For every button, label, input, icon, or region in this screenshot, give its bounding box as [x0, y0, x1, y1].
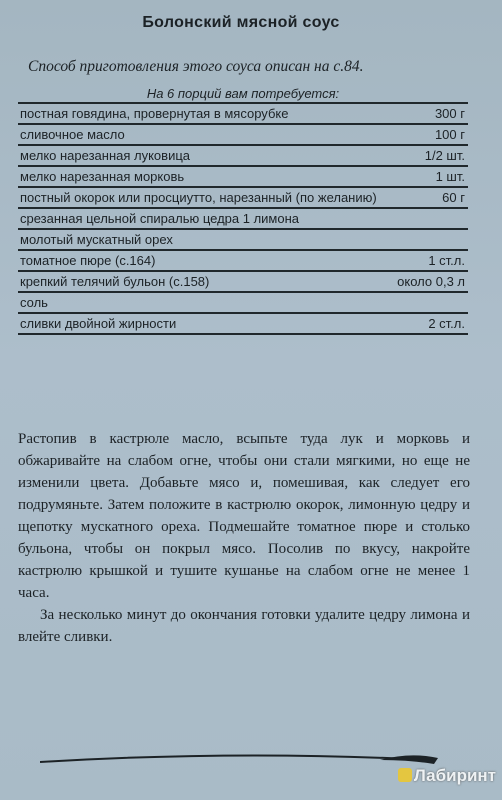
- ingredient-row: [18, 104, 468, 125]
- ingredient-name: крепкий телячий бульон (с.158): [20, 274, 210, 289]
- ingredients-header: На 6 порций вам потребуется:: [18, 84, 468, 104]
- ingredient-name: постный окорок или просциутто, нарезанный (по желанию): [20, 190, 377, 205]
- recipe-subtitle: Способ приготовления этого соуса описан на с.84.: [28, 58, 364, 75]
- watermark-text: Лабиринт: [413, 766, 496, 785]
- ingredient-row: [18, 167, 468, 188]
- recipe-title: Болонский мясной соус: [142, 14, 340, 31]
- ingredient-qty: 2 ст.л.: [428, 316, 465, 331]
- ingredient-row: [18, 272, 468, 293]
- recipe-instructions: [18, 428, 470, 648]
- ingredient-name: томатное пюре (с.164): [20, 253, 156, 268]
- ingredient-row: [18, 125, 468, 146]
- ingredient-name: мелко нарезанная луковица: [20, 148, 191, 163]
- ingredient-row: [18, 251, 468, 272]
- ingredient-row: [18, 230, 468, 251]
- ingredient-name: молотый мускатный орех: [20, 232, 173, 247]
- ingredient-name: мелко нарезанная морковь: [20, 169, 185, 184]
- ingredient-qty: около 0,3 л: [397, 274, 465, 289]
- ingredient-name: соль: [20, 295, 48, 310]
- ingredient-qty: 60 г: [442, 190, 465, 205]
- ingredients-table: [18, 84, 468, 335]
- ingredient-name: сливки двойной жирности: [20, 316, 177, 331]
- watermark: [398, 766, 496, 786]
- ingredient-qty: 100 г: [434, 127, 465, 142]
- ingredient-name: срезанная цельной спиралью цедра 1 лимона: [20, 211, 299, 226]
- ingredient-qty: 1 шт.: [435, 169, 465, 184]
- ingredient-name: постная говядина, провернутая в мясорубке: [20, 106, 289, 121]
- ingredient-row: [18, 314, 468, 335]
- instruction-paragraph-2: За несколько минут до окончания готовки удалите цедру лимона и влейте сливки.: [18, 607, 470, 645]
- instruction-paragraph-1: Растопив в кастрюле масло, всыпьте туда лук и морковь и обжаривайте на слабом огне, чтобы они стали мягкими, но еще не изменили цвета. Добавьте мясо и, помешивая, как следует его подрумяньте. Затем положите в кастрюлю окорок, лимонную цедру и щепотку мускатного ореха. Подмешайте томатное пюре и столько бульона, чтобы он покрыл мясо. Посолив по вкусу, накройте кастрюлю крышкой и тушите кушанье на слабом огне не менее 1 часа.: [18, 431, 470, 601]
- ingredient-name: сливочное масло: [20, 127, 125, 142]
- ingredient-row: [18, 293, 468, 314]
- ingredient-qty: 1/2 шт.: [424, 148, 465, 163]
- ingredient-qty: 300 г: [434, 106, 465, 121]
- ingredient-row: [18, 146, 468, 167]
- ingredient-row: [18, 209, 468, 230]
- ingredient-row: [18, 188, 468, 209]
- ingredients-rows: [18, 104, 468, 335]
- ornament-divider: [40, 748, 440, 772]
- labirint-logo-icon: [398, 768, 412, 782]
- ingredient-qty: 1 ст.л.: [428, 253, 465, 268]
